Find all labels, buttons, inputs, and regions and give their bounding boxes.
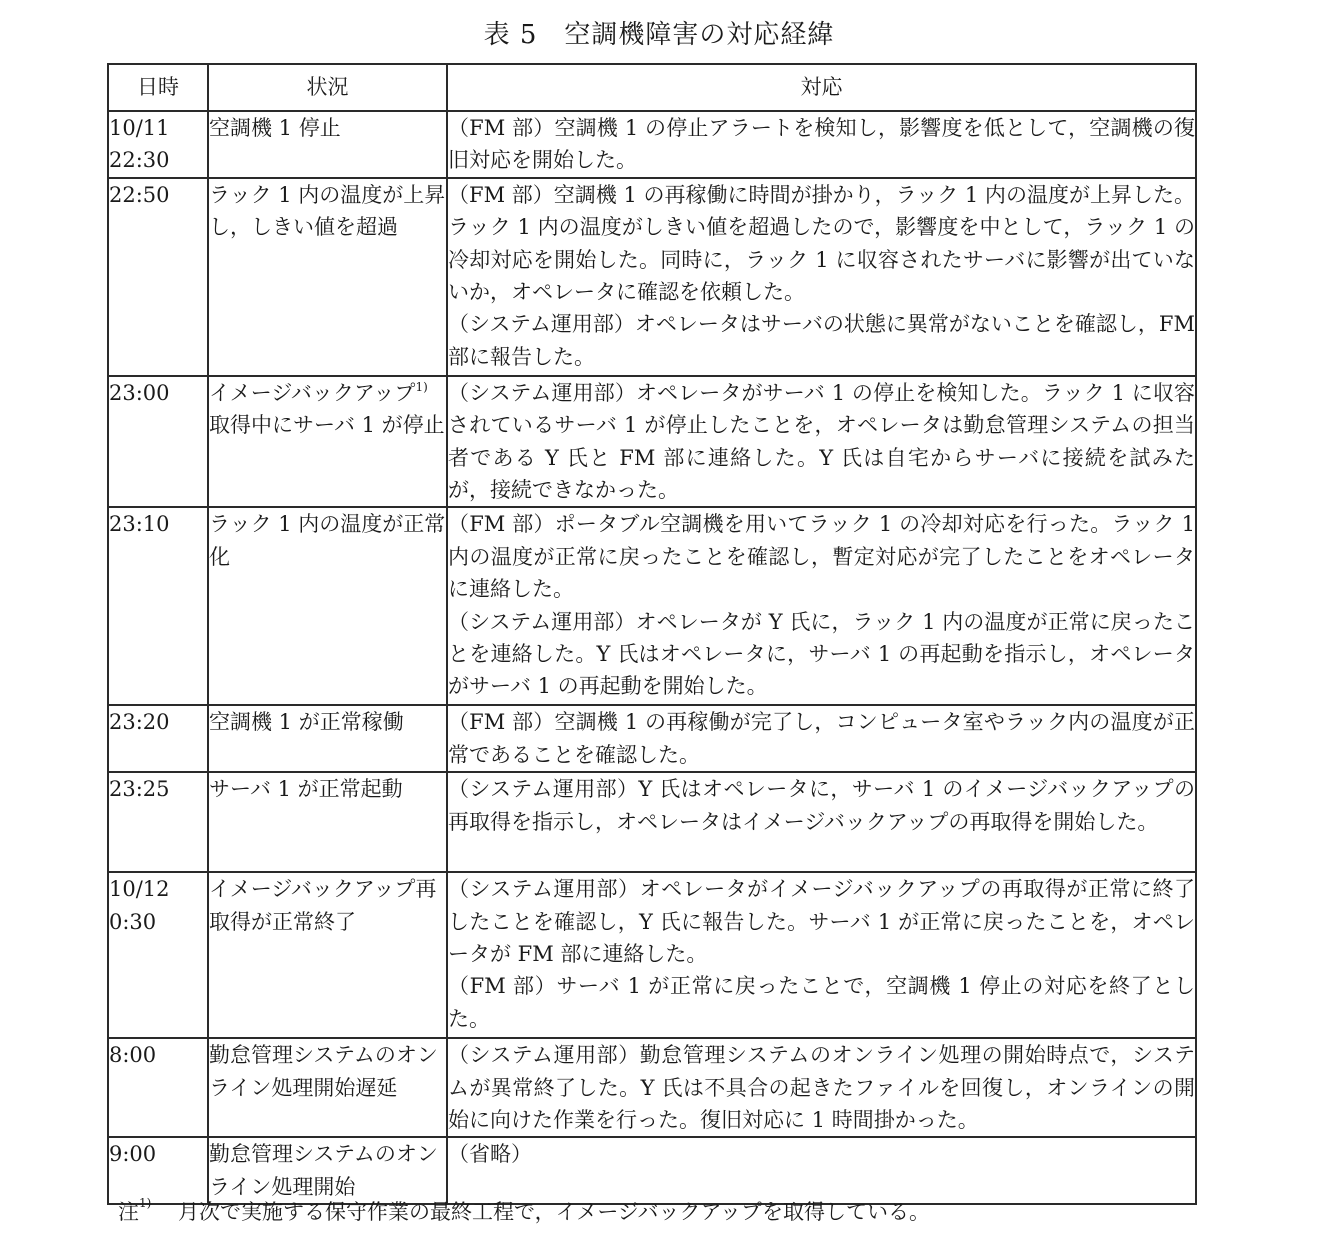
status-text: イメージバックアップ: [209, 380, 416, 405]
action-paragraph: （システム運用部）勤怠管理システムのオンライン処理の開始時点で，システムが異常終了した。Y 氏は不具合の起きたファイルを回復し，オンラインの開始に向けた作業を行った。復旧対応に 1 時間掛かった。: [448, 1043, 1195, 1133]
footnote-text: 月次で実施する保守作業の最終工程で，イメージバックアップを取得している。: [178, 1200, 931, 1224]
footnote-label: 注: [118, 1200, 139, 1224]
status-text: 勤怠管理システムのオンライン処理開始遅延: [209, 1043, 438, 1100]
time-cell: [108, 507, 208, 705]
status-text: 空調機 1 が正常稼働: [209, 710, 404, 735]
time-cell: [108, 872, 208, 1038]
table-row: [108, 772, 1196, 872]
table-row: [108, 111, 1196, 178]
action-paragraph: （システム運用部）オペレータがサーバ 1 の停止を検知した。ラック 1 に収容されているサーバ 1 が停止したことを，オペレータは勤怠管理システムの担当者である Y 氏と FM 部に連絡した。Y 氏は自宅からサーバに接続を試みたが，接続できなかった。: [448, 380, 1195, 503]
time-cell: [108, 1137, 208, 1204]
action-cell: [447, 111, 1196, 178]
time-text: 23:25: [109, 777, 170, 802]
time-text: 10/12: [109, 877, 170, 902]
action-paragraph: （システム運用部）オペレータがイメージバックアップの再取得が正常に終了したことを確認し，Y 氏に報告した。サーバ 1 が正常に戻ったことを，オペレータが FM 部に連絡した。: [448, 877, 1195, 967]
action-paragraph: （FM 部）空調機 1 の停止アラートを検知し，影響度を低として，空調機の復旧対応を開始した。: [448, 116, 1195, 173]
status-text: ラック 1 内の温度が上昇し，しきい値を超過: [209, 182, 446, 240]
status-cell: [208, 507, 447, 705]
time-text: 23:20: [109, 710, 170, 735]
status-text: ラック 1 内の温度が正常化: [209, 512, 446, 569]
action-paragraph: （システム運用部）オペレータが Y 氏に，ラック 1 内の温度が正常に戻ったことを連絡した。Y 氏はオペレータに，サーバ 1 の再起動を指示し，オペレータがサーバ 1 の再起動を開始した。: [448, 609, 1195, 699]
action-cell: [447, 1038, 1196, 1137]
table-row: [108, 507, 1196, 705]
status-text-cont: 取得中にサーバ 1 が停止: [209, 413, 445, 438]
status-text: サーバ 1 が正常起動: [209, 777, 403, 802]
table-row: [108, 872, 1196, 1038]
time-cell: [108, 178, 208, 376]
table-row: [108, 376, 1196, 508]
status-text: 勤怠管理システムのオンライン処理開始: [209, 1142, 438, 1199]
action-paragraph: （FM 部）空調機 1 の再稼働が完了し，コンピュータ室やラック内の温度が正常であることを確認した。: [448, 710, 1195, 767]
time-cell: [108, 772, 208, 872]
status-text: イメージバックアップ再取得が正常終了: [209, 877, 437, 934]
table-row: [108, 1038, 1196, 1137]
table-row: [108, 1137, 1196, 1204]
status-cell: [208, 1038, 447, 1137]
time-cell: [108, 111, 208, 178]
action-cell: [447, 376, 1196, 508]
action-paragraph: （FM 部）ポータブル空調機を用いてラック 1 の冷却対応を行った。ラック 1 内の温度が正常に戻ったことを確認し，暫定対応が完了したことをオペレータに連絡した。: [448, 512, 1195, 602]
table-title: 表 5 空調機障害の対応経緯: [483, 20, 835, 50]
status-text: 空調機 1 停止: [209, 116, 341, 140]
status-cell: [208, 111, 447, 178]
time-text: 23:10: [109, 512, 170, 537]
incident-response-table: [107, 63, 1197, 1205]
status-cell: [208, 872, 447, 1038]
action-paragraph: （システム運用部）オペレータはサーバの状態に異常がないことを確認し，FM 部に報告した。: [448, 312, 1195, 369]
action-cell: [447, 705, 1196, 772]
time-text: 8:00: [109, 1043, 157, 1068]
time-text: 22:30: [109, 148, 170, 173]
time-cell: [108, 376, 208, 508]
header-action: 対応: [447, 64, 1196, 111]
header-status: 状況: [208, 64, 447, 111]
footnote-ref: 1): [415, 379, 428, 394]
action-cell: [447, 178, 1196, 376]
footnote: [118, 1196, 930, 1226]
action-paragraph: （省略）: [448, 1142, 532, 1167]
status-cell: [208, 178, 447, 376]
status-cell: [208, 705, 447, 772]
time-cell: [108, 705, 208, 772]
action-paragraph: （システム運用部）Y 氏はオペレータに，サーバ 1 のイメージバックアップの再取得を指示し，オペレータはイメージバックアップの再取得を開始した。: [448, 777, 1195, 834]
status-cell: [208, 376, 447, 508]
time-text: 0:30: [109, 909, 157, 934]
status-cell: [208, 1137, 447, 1204]
time-text: 23:00: [109, 380, 170, 405]
header-row: [108, 64, 1196, 111]
action-cell: [447, 1137, 1196, 1204]
action-cell: [447, 772, 1196, 872]
table-row: [108, 705, 1196, 772]
action-paragraph: （FM 部）サーバ 1 が正常に戻ったことで，空調機 1 停止の対応を終了とした。: [448, 974, 1195, 1031]
action-cell: [447, 872, 1196, 1038]
footnote-sup: 1): [139, 1196, 152, 1210]
header-time: 日時: [108, 64, 208, 111]
status-cell: [208, 772, 447, 872]
time-text: 22:50: [109, 182, 170, 207]
time-cell: [108, 1038, 208, 1137]
table-row: [108, 178, 1196, 376]
time-text: 10/11: [109, 116, 170, 140]
action-paragraph: （FM 部）空調機 1 の再稼働に時間が掛かり，ラック 1 内の温度が上昇した。ラック 1 内の温度がしきい値を超過したので，影響度を中として，ラック 1 の冷却対応を開始した。同時に，ラック 1 に収容されたサーバに影響が出ていないか，オペレータに確認を依頼した。: [448, 182, 1195, 305]
time-text: 9:00: [109, 1142, 157, 1167]
action-cell: [447, 507, 1196, 705]
